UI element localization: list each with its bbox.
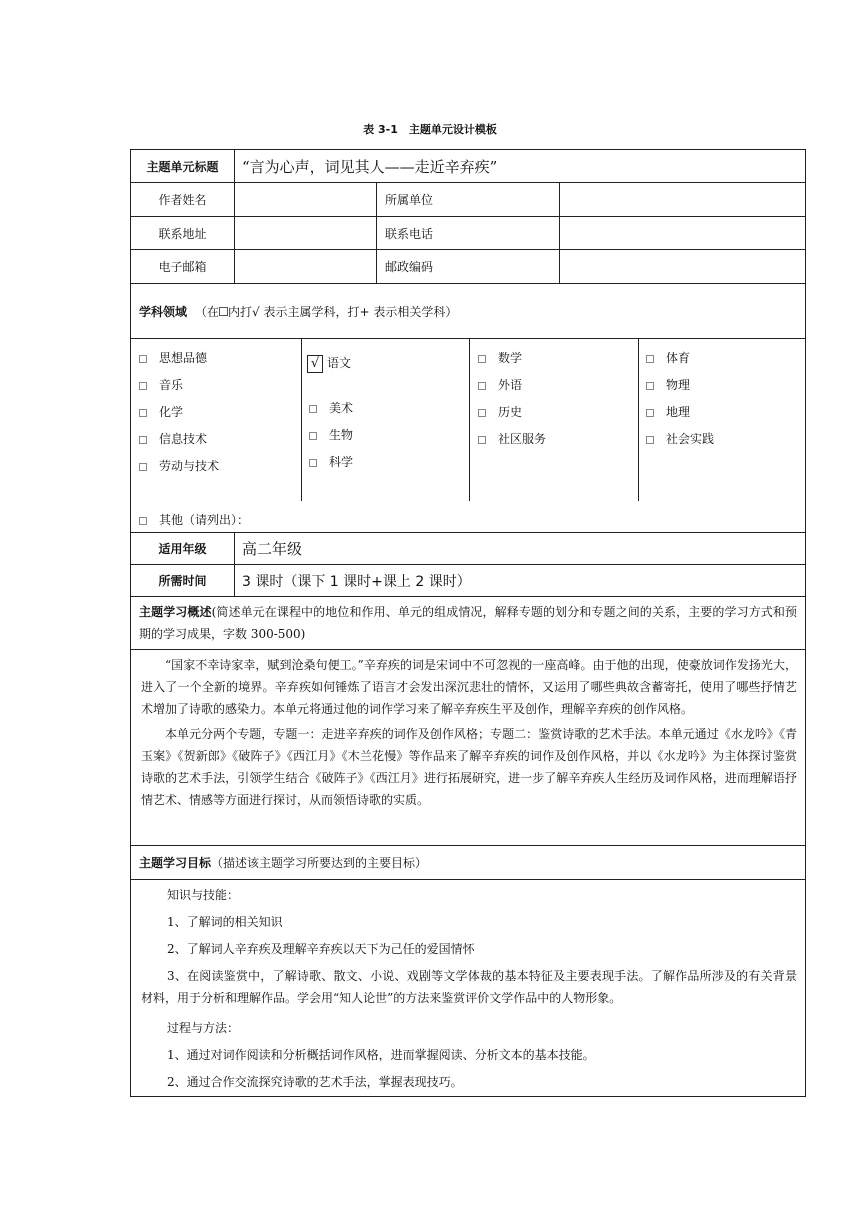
subject-hint-a: （在: [195, 304, 220, 319]
unit-label: 所属单位: [385, 193, 434, 207]
goals-line-4: 1、通过对词作阅读和分析概括词作风格，进而掌握阅读、分析文本的基本技能。: [167, 1048, 595, 1062]
overview-body-row: [131, 650, 805, 846]
subject-option[interactable]: 信息技术: [139, 430, 207, 447]
overview-header-row: [131, 597, 805, 650]
table-caption: 表 3-1 主题单元设计模板: [363, 123, 497, 136]
checkbox-icon: [478, 382, 486, 390]
goals-body-row: [131, 880, 805, 1096]
goals-hint: （描述该主题学习所要达到的主要目标）: [211, 856, 428, 870]
time-label: 所需时间: [158, 574, 207, 588]
goals-line-process: 过程与方法：: [167, 1021, 240, 1035]
author-field[interactable]: [235, 183, 375, 216]
checkbox-icon: [646, 382, 654, 390]
subject-label: 学科领域: [139, 304, 188, 319]
subject-option[interactable]: 劳动与技术: [139, 457, 219, 474]
overview-label: 主题学习概述: [139, 605, 212, 619]
overview-hint: (简述单元在课程中的地位和作用、单元的组成情况，解释专题的划分和专题之间的关系，主要的学习方式和预期的学习成果，字数 300-500): [139, 605, 797, 641]
checkbox-icon: [646, 409, 654, 417]
checkbox-icon: [478, 355, 486, 363]
checkbox-icon: [139, 517, 147, 525]
checkbox-icon: [219, 307, 228, 316]
subject-options-row: [131, 339, 805, 533]
subject-option[interactable]: 美术: [309, 399, 353, 416]
subject-header-row: [131, 284, 805, 339]
goals-line-knowledge: 知识与技能：: [167, 888, 240, 902]
unit-field[interactable]: [560, 183, 805, 216]
title-row: [131, 150, 805, 183]
postcode-label: 邮政编码: [385, 260, 434, 274]
subject-other[interactable]: 其他（请列出）：: [139, 511, 249, 528]
overview-header: [139, 601, 797, 645]
email-field[interactable]: [235, 250, 375, 283]
grade-row: [131, 533, 805, 565]
postcode-field[interactable]: [560, 250, 805, 283]
checkbox-icon: [646, 355, 654, 363]
time-row: [131, 565, 805, 597]
checkbox-icon: [139, 409, 147, 417]
subject-header: [139, 284, 805, 338]
subject-option[interactable]: 数学: [478, 349, 522, 366]
author-label: 作者姓名: [158, 193, 207, 207]
goals-line-2: 2、了解词人辛弃疾及理解辛弃疾以天下为己任的爱国情怀: [167, 942, 475, 956]
overview-paragraph-1: “国家不幸诗家幸，赋到沧桑句便工。”辛弃疾的词是宋词中不可忽视的一座高峰。由于他的出现，使豪放词作发扬光大，进入了一个全新的境界。辛弃疾如何锤炼了语言才会发出深沉悲壮的情怀，又运用了哪些典故含蓄寄托，使用了哪些抒情艺术增加了诗歌的感染力。本单元将通过他的词作学习来了解辛弃疾生平及创作，理解辛弃疾的创作风格。: [141, 658, 797, 716]
checkbox-icon: [478, 409, 486, 417]
author-row: [131, 183, 805, 217]
email-row: [131, 250, 805, 284]
title-label: 主题单元标题: [146, 159, 219, 174]
subject-option[interactable]: 地理: [646, 403, 690, 420]
checkbox-icon: [309, 432, 317, 440]
subject-option[interactable]: 社区服务: [478, 430, 546, 447]
checkbox-icon: [139, 355, 147, 363]
checkbox-icon: [139, 436, 147, 444]
subject-option[interactable]: 历史: [478, 403, 522, 420]
checkbox-icon: [139, 463, 147, 471]
subject-option[interactable]: 化学: [139, 403, 183, 420]
subject-option[interactable]: 体育: [646, 349, 690, 366]
subject-hint-b: 内打√ 表示主属学科，打+ 表示相关学科）: [228, 304, 458, 319]
title-value: “言为心声，词见其人——走近辛弃疾”: [242, 157, 498, 176]
address-field[interactable]: [235, 217, 375, 249]
goals-line-5: 2、通过合作交流探究诗歌的艺术手法，掌握表现技巧。: [167, 1075, 463, 1089]
checkbox-icon: [646, 436, 654, 444]
checkbox-icon: [139, 382, 147, 390]
goals-header-row: [131, 846, 805, 880]
checkbox-icon: [309, 405, 317, 413]
subject-option[interactable]: 生物: [309, 426, 353, 443]
address-label: 联系地址: [158, 226, 207, 241]
goals-label: 主题学习目标: [139, 856, 212, 870]
subject-option-checked[interactable]: √ 语文: [307, 354, 351, 373]
goals-line-3: 3、在阅读鉴赏中，了解诗歌、散文、小说、戏剧等文学体裁的基本特征及主要表现手法。了解作品所涉及的有关背景材料，用于分析和理解作品。学会用“知人论世”的方法来鉴赏评价文学作品中的人物形象。: [141, 969, 797, 1005]
subject-option[interactable]: 外语: [478, 376, 522, 393]
phone-field[interactable]: [560, 217, 805, 249]
phone-label: 联系电话: [385, 226, 434, 241]
time-value: 3 课时（课下 1 课时+课上 2 课时）: [242, 573, 471, 590]
overview-paragraph-2: 本单元分两个专题，专题一：走进辛弃疾的词作及创作风格；专题二：鉴赏诗歌的艺术手法。本单元通过《水龙吟》《青玉案》《贺新郎》《破阵子》《西江月》《木兰花慢》等作品来了解辛弃疾的词作及创作风格，并以《水龙吟》为主体探讨鉴赏诗歌的艺术手法，引领学生结合《破阵子》《西江月》进行拓展研究，进一步了解辛弃疾人生经历及词作风格，进而理解语抒情艺术、情感等方面进行探讨，从而领悟诗歌的实质。: [141, 727, 797, 807]
email-label: 电子邮箱: [158, 260, 207, 274]
goals-line-1: 1、了解词的相关知识: [167, 915, 283, 929]
subject-option[interactable]: 科学: [309, 453, 353, 470]
address-row: [131, 217, 805, 250]
goals-header: [139, 846, 805, 879]
unit-design-form: [130, 149, 806, 1097]
subject-option[interactable]: 思想品德: [139, 349, 207, 366]
checkbox-icon: [309, 459, 317, 467]
grade-value: 高二年级: [242, 540, 303, 558]
grade-label: 适用年级: [158, 542, 207, 556]
subject-option[interactable]: 物理: [646, 376, 690, 393]
subject-option[interactable]: 社会实践: [646, 430, 714, 447]
checkmark-icon: √: [307, 355, 323, 373]
checkbox-icon: [478, 436, 486, 444]
subject-option[interactable]: 音乐: [139, 376, 183, 393]
